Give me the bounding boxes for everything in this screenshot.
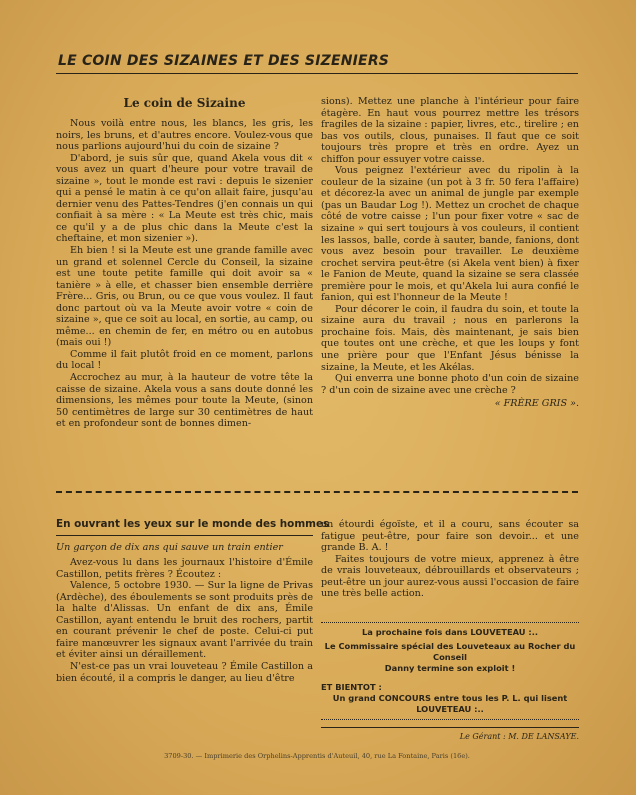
announcement-line: Un grand CONCOURS entre tous les P. L. qui lisent LOUVETEAU :..	[332, 693, 568, 714]
printer-footer: 3709-30. — Imprimerie des Orphelins-Apprentis d'Auteuil, 40, rue La Fontaine, Paris (16e).	[164, 752, 470, 760]
paragraph: Pour décorer le coin, il faudra du soin, et toute la sizaine aura du travail ; nous en parlerons la prochaine fois. Mais, dès maintenant, je sais bien que toutes ont une crèche, et que les loups y font une prière pour que l'Enfant Jésus bénisse la sizaine, la Meute, et les Akélas.	[321, 303, 579, 373]
paragraph: Comme il fait plutôt froid en ce moment, parlons du local !	[56, 348, 313, 372]
gerant-line: Le Gérant : M. DE LANSAYE.	[459, 732, 579, 741]
signature: « FRÈRE GRIS ».	[494, 398, 579, 410]
article1-column1	[56, 96, 313, 430]
article1-title: Le coin de Sizaine	[123, 96, 246, 110]
paragraph: D'abord, je suis sûr que, quand Akela vous dit « vous avez un quart d'heure pour votre travail de sizaine », tout le monde est ravi : depuis le sizenier qui a pensé le matin à ce qu'on allait faire, jusqu'au dernier venu des Pattes-Tendres (j'en connais un qui confiait à sa mère : « La Meute est très chic, mais ce qu'il y a de plus chic dans la Meute c'est la cheftaine, et mon sizenier »).	[56, 152, 313, 245]
dotted-rule	[321, 622, 579, 623]
paragraph: un étourdi égoïste, et il a couru, sans écouter sa fatigue peut-être, pour faire son devoir... et une grande B. A. !	[321, 519, 579, 554]
paragraph: Vous peignez l'extérieur avec du ripolin à la couleur de la sizaine (un pot à 3 fr. 50 fera l'affaire) et décorez-la avec un animal de jungle par exemple (pas un Baudar Log !). Mettez un crochet de chaque côté de votre caisse ; l'un pour fixer votre « sac de sizaine » qui sert toujours à vos couleurs, il contient les lassos, balle, corde à sauter, bande, fanions, dont vous avez besoin pour travailler. Le deuxième crochet servira peut-être (si Akela vent bien) à fixer le Fanion de Meute, quand la sizaine se sera classée première pour le mois, et qu'Akela lui aura confié le fanion, qui est l'honneur de la Meute !	[321, 165, 579, 304]
paragraph: N'est-ce pas un vrai louveteau ? Émile Castillon a bien écouté, il a compris le danger, au lieu d'être	[56, 661, 313, 684]
paragraph: Accrochez au mur, à la hauteur de votre tête la caisse de sizaine. Akela vous a sans doute donné les dimensions, les mêmes pour toute la Meute, (sinon 50 centimètres de large sur 30 centimètres de haut et en profondeur sont de bonnes dimen-	[56, 372, 313, 430]
paragraph: Valence, 5 octobre 1930. — Sur la ligne de Privas (Ardèche), des éboulements se sont produits près de la halte d'Alissas. Un enfant de dix ans, Émile Castillon, ayant entendu le bruit des rochers, partit en courant prévenir le chef de poste. Celui-ci put faire manœuvrer les signaux avant l'arrivée du train et éviter ainsi un déraillement.	[56, 580, 313, 661]
announcement-line: Danny termine son exploit !	[384, 663, 516, 673]
article2-column2	[321, 519, 579, 600]
article2-subtitle: Un garçon de dix ans qui sauve un train entier	[56, 541, 283, 553]
paragraph: Qui enverra une bonne photo d'un coin de sizaine ? d'un coin de sizaine avec une crèche ?	[321, 373, 579, 396]
section-divider	[56, 491, 578, 496]
header-rule	[56, 73, 578, 74]
gerant-rule	[321, 727, 579, 728]
article1-column2	[321, 96, 579, 410]
paragraph: sions). Mettez une planche à l'intérieur pour faire étagère. En haut vous pourrez mettre les trésors fragiles de la sizaine : papier, livres, etc., tirelire ; en bas vos outils, clous, punaises. Il faut que ce soit toujours très propre et très en ordre. Ayez un chiffon pour essuyer votre caisse.	[321, 96, 579, 165]
article2-title: En ouvrant les yeux sur le monde des hommes	[56, 518, 330, 530]
paragraph: Eh bien ! si la Meute est une grande famille avec un grand et solennel Cercle du Conseil, la sizaine est une toute petite famille qui doit avoir sa « tanière » à elle, et chasser bien ensemble derrière Frère... Gris, ou Brun, ou ce que vous voulez. Il faut donc partout où va la Meute avoir votre « coin de sizaine », que ce soit au local, en sortie, au camp, ou même... en chemin de fer, en métro ou en autobus (mais oui !)	[56, 245, 313, 349]
section-header-title: LE COIN DES SIZAINES ET DES SIZENIERS	[58, 53, 390, 69]
announcement-box	[321, 618, 579, 724]
paragraph: Faites toujours de votre mieux, apprenez à être de vrais louveteaux, débrouillards et observateurs ; peut-être un jour aurez-vous aussi l'occasion de faire une très belle action.	[321, 553, 579, 600]
article2-column1	[56, 518, 330, 684]
paragraph: Nous voilà entre nous, les blancs, les gris, les noirs, les bruns, et d'autres encore. Voulez-vous que nous parlions aujourd'hui du coin de sizaine ?	[56, 118, 313, 153]
announcement-line: La prochaine fois dans LOUVETEAU :..	[361, 627, 539, 637]
article2-rule	[56, 535, 313, 536]
dotted-rule	[321, 719, 579, 720]
paragraph: Avez-vous lu dans les journaux l'histoire d'Émile Castillon, petits frères ? Écoutez :	[56, 557, 313, 580]
announcement-line: Le Commissaire spécial des Louveteaux au Rocher du Conseil	[324, 641, 576, 662]
announcement-line: ET BIENTOT :	[321, 682, 382, 692]
